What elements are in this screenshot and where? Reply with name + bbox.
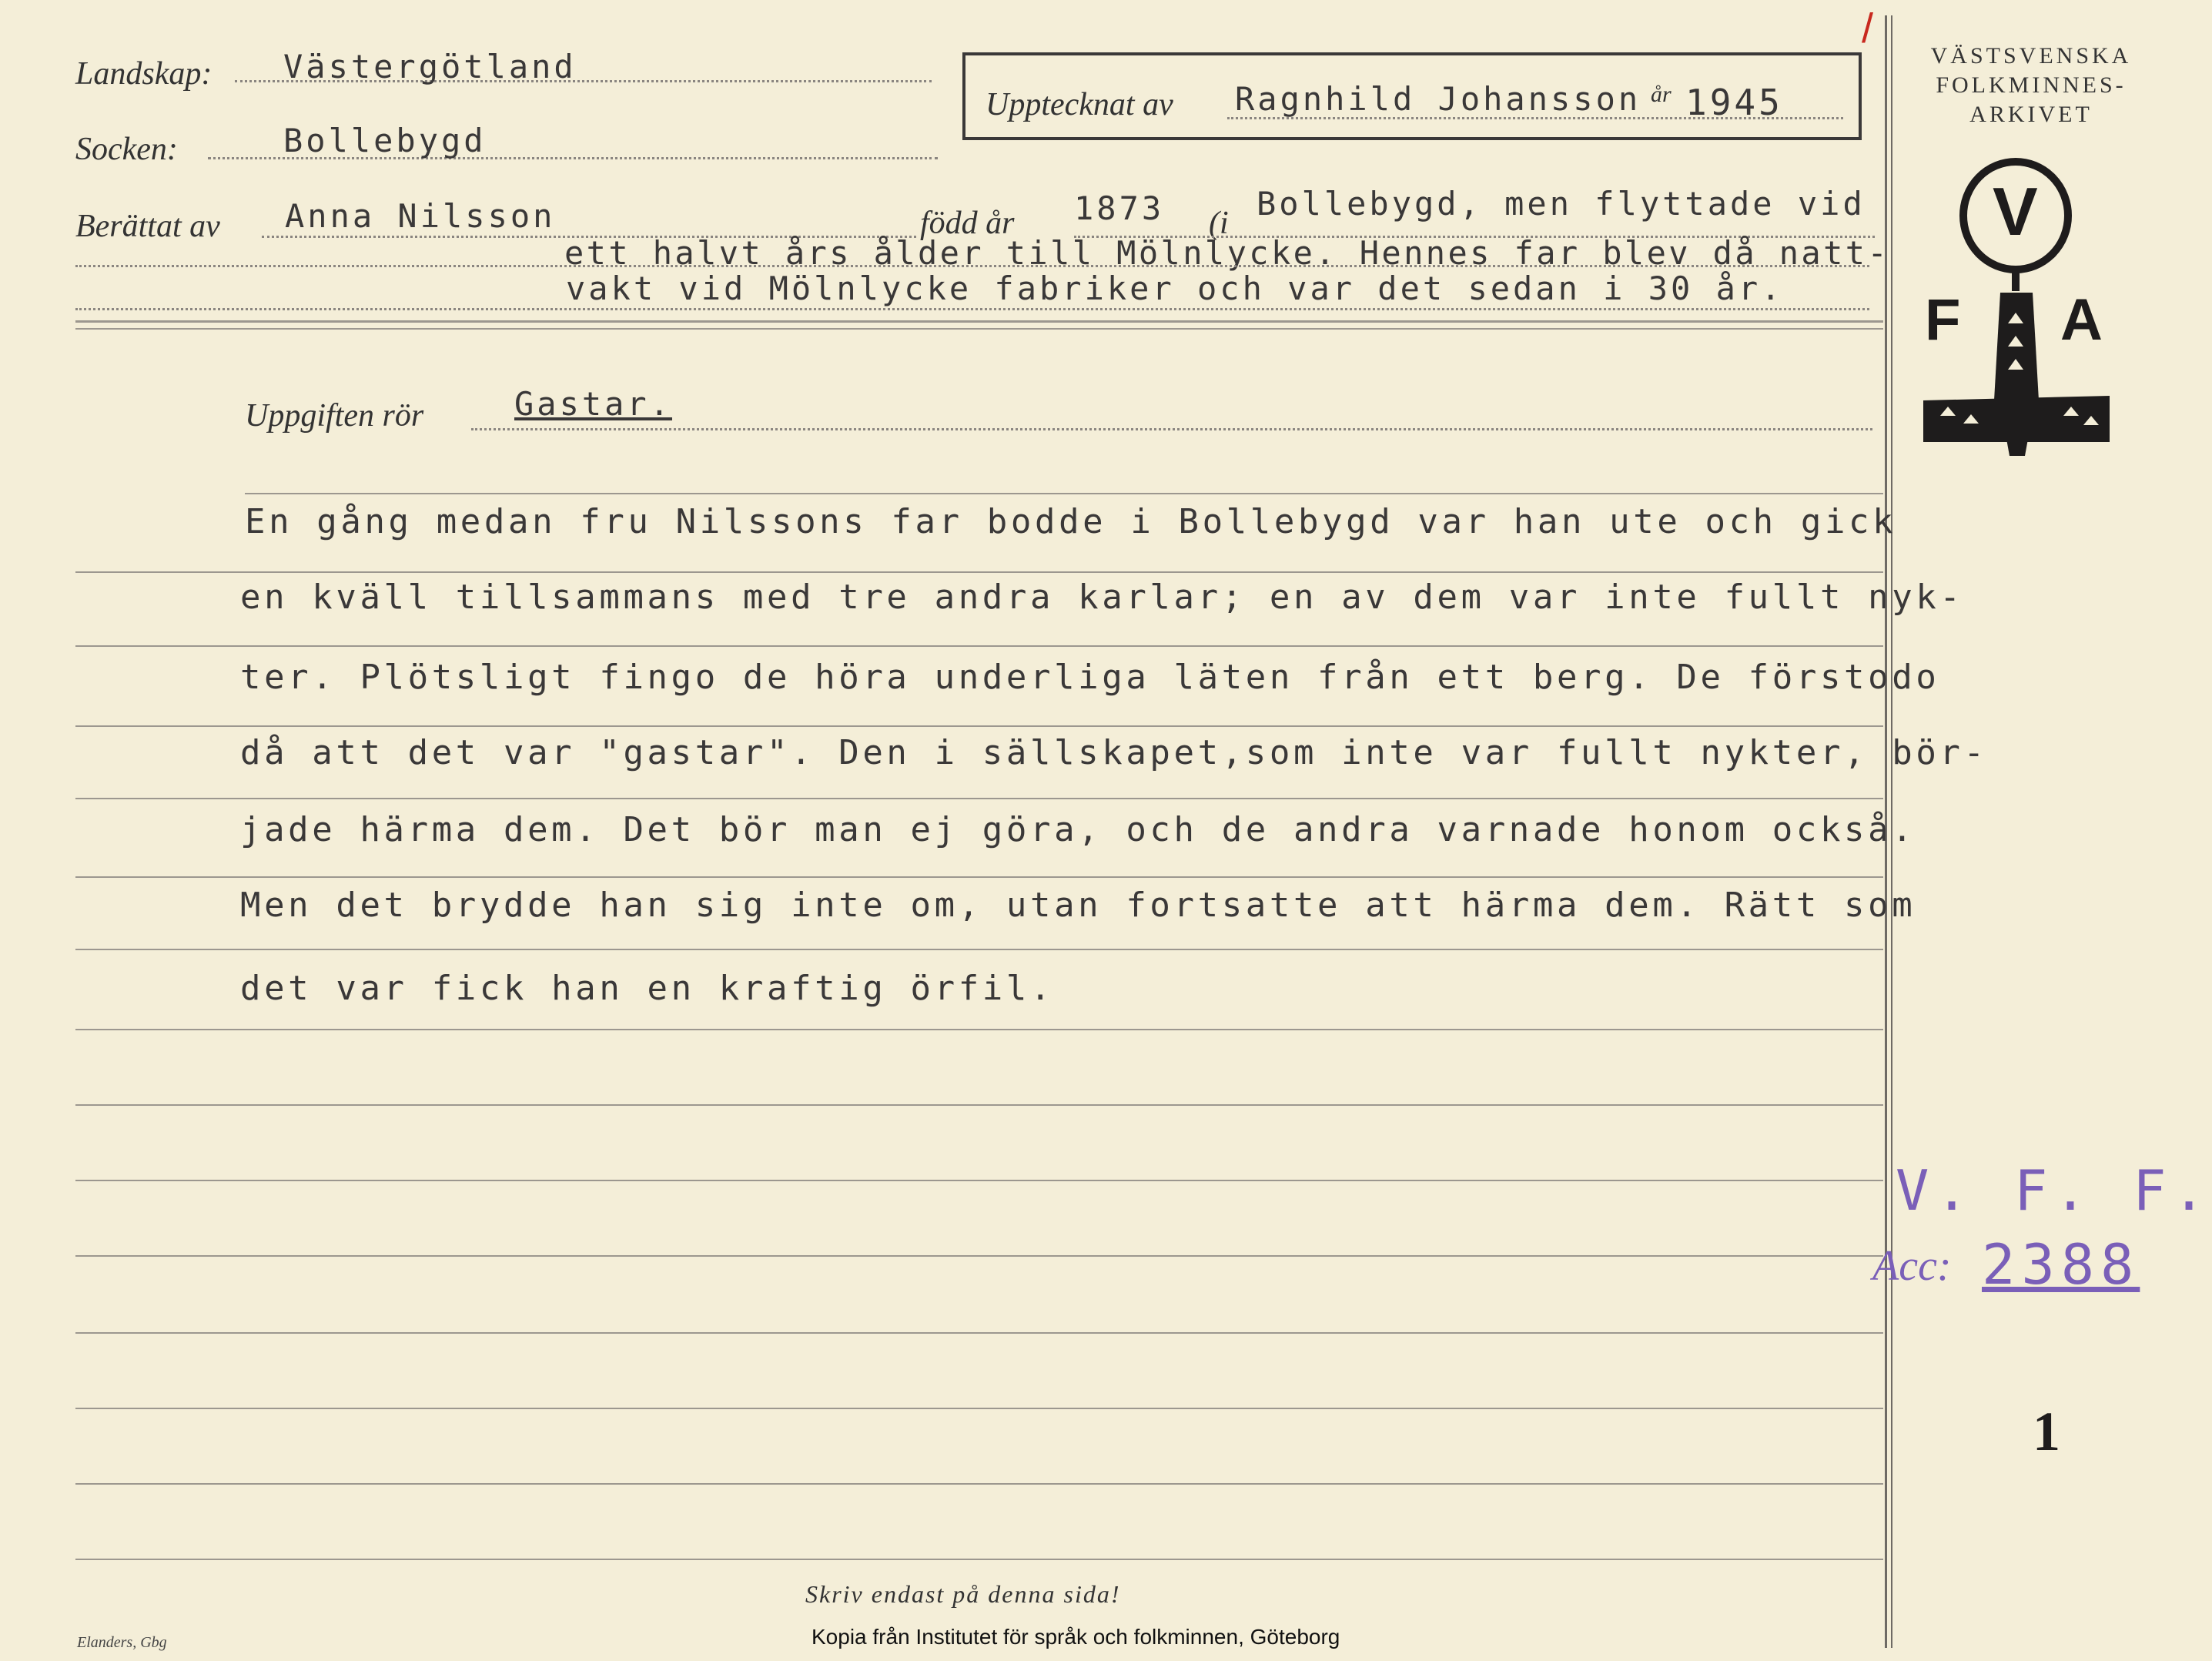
body-line: en kväll tillsammans med tre andra karlar; en av dem var inte fullt nyk- [240, 578, 1964, 617]
ruled-line [75, 949, 1883, 950]
header-rule-2 [75, 328, 1883, 330]
fodd-value: 1873 [1074, 189, 1165, 227]
socken-label: Socken: [75, 132, 178, 167]
ar-value: 1945 [1685, 82, 1783, 123]
vff-stamp: V. F. F. [1896, 1158, 2212, 1223]
upptecknat-value: Ragnhild Johansson [1235, 80, 1641, 118]
subject-label: Uppgiften rör [245, 398, 424, 434]
ruled-line [75, 1180, 1883, 1181]
subject-value: Gastar. [514, 385, 673, 423]
berattat-value: Anna Nilsson [285, 197, 556, 235]
ruled-line [75, 1559, 1883, 1560]
ruled-line [75, 1104, 1883, 1106]
info-line-3 [75, 308, 1869, 310]
info-line2: ett halvt års ålder till Mölnlycke. Hennes far blev då natt- [564, 234, 1890, 272]
footer-instruction: Skriv endast på denna sida! [805, 1580, 1121, 1608]
body-line: ter. Plötsligt fingo de höra underliga läten från ett berg. De förstodo [240, 658, 1940, 697]
archive-name-line1: VÄSTSVENSKA [1930, 43, 2132, 69]
fodd-label: född år [920, 206, 1015, 241]
body-line: Men det brydde han sig inte om, utan fortsatte att härma dem. Rätt som [240, 886, 1916, 925]
logo-letter-f: F [1925, 287, 1961, 353]
archive-name-line3: ARKIVET [1969, 102, 2093, 127]
ar-label: år [1651, 82, 1672, 107]
acc-number: 2388 [1982, 1232, 2140, 1297]
body-line: jade härma dem. Det bör man ej göra, och de andra varnade honom också. [240, 810, 1916, 849]
ruled-line [75, 876, 1883, 878]
ruled-line [75, 1332, 1883, 1334]
body-line: En gång medan fru Nilssons far bodde i Bollebygd var han ute och gick [245, 502, 1897, 541]
logo-letter-v: V [1993, 173, 2038, 249]
i-label: (i [1209, 206, 1229, 241]
printer-imprint: Elanders, Gbg [77, 1634, 167, 1651]
copy-notice: Kopia från Institutet för språk och folkminnen, Göteborg [812, 1625, 1340, 1649]
logo-letter-a: A [2060, 287, 2103, 353]
ruled-line [75, 725, 1883, 727]
socken-value: Bollebygd [283, 122, 487, 159]
info-line3: vakt vid Mölnlycke fabriker och var det sedan i 30 år. [566, 270, 1784, 307]
info-line1: Bollebygd, men flyttade vid [1257, 185, 1866, 223]
archive-name [1908, 42, 2154, 129]
ruled-line [75, 1483, 1883, 1485]
subject-line [471, 428, 1872, 430]
landskap-label: Landskap: [75, 56, 212, 92]
info-line-2 [75, 265, 1869, 267]
upptecknat-box [962, 52, 1862, 140]
ruled-line [75, 1255, 1883, 1257]
body-line: då att det var "gastar". Den i sällskapet,som inte var fullt nykter, bör- [240, 733, 1988, 772]
acc-label: Acc: [1872, 1242, 1952, 1290]
ruled-line [75, 1029, 1883, 1030]
tick-mark: / [1862, 5, 1874, 52]
archive-name-line2: FOLKMINNES- [1936, 72, 2127, 98]
header-rule [75, 320, 1883, 323]
archive-logo [1917, 154, 2117, 454]
body-line: det var fick han en kraftig örfil. [240, 969, 1055, 1008]
berattat-label: Berättat av [75, 209, 220, 244]
ruled-line [75, 798, 1883, 799]
ruled-line [75, 1408, 1883, 1409]
landskap-value: Västergötland [283, 48, 577, 85]
page-number: 1 [2033, 1401, 2060, 1462]
ruled-line [75, 645, 1883, 647]
ruled-line [75, 571, 1883, 573]
ruled-line [245, 493, 1883, 494]
upptecknat-label: Upptecknat av [986, 87, 1173, 122]
